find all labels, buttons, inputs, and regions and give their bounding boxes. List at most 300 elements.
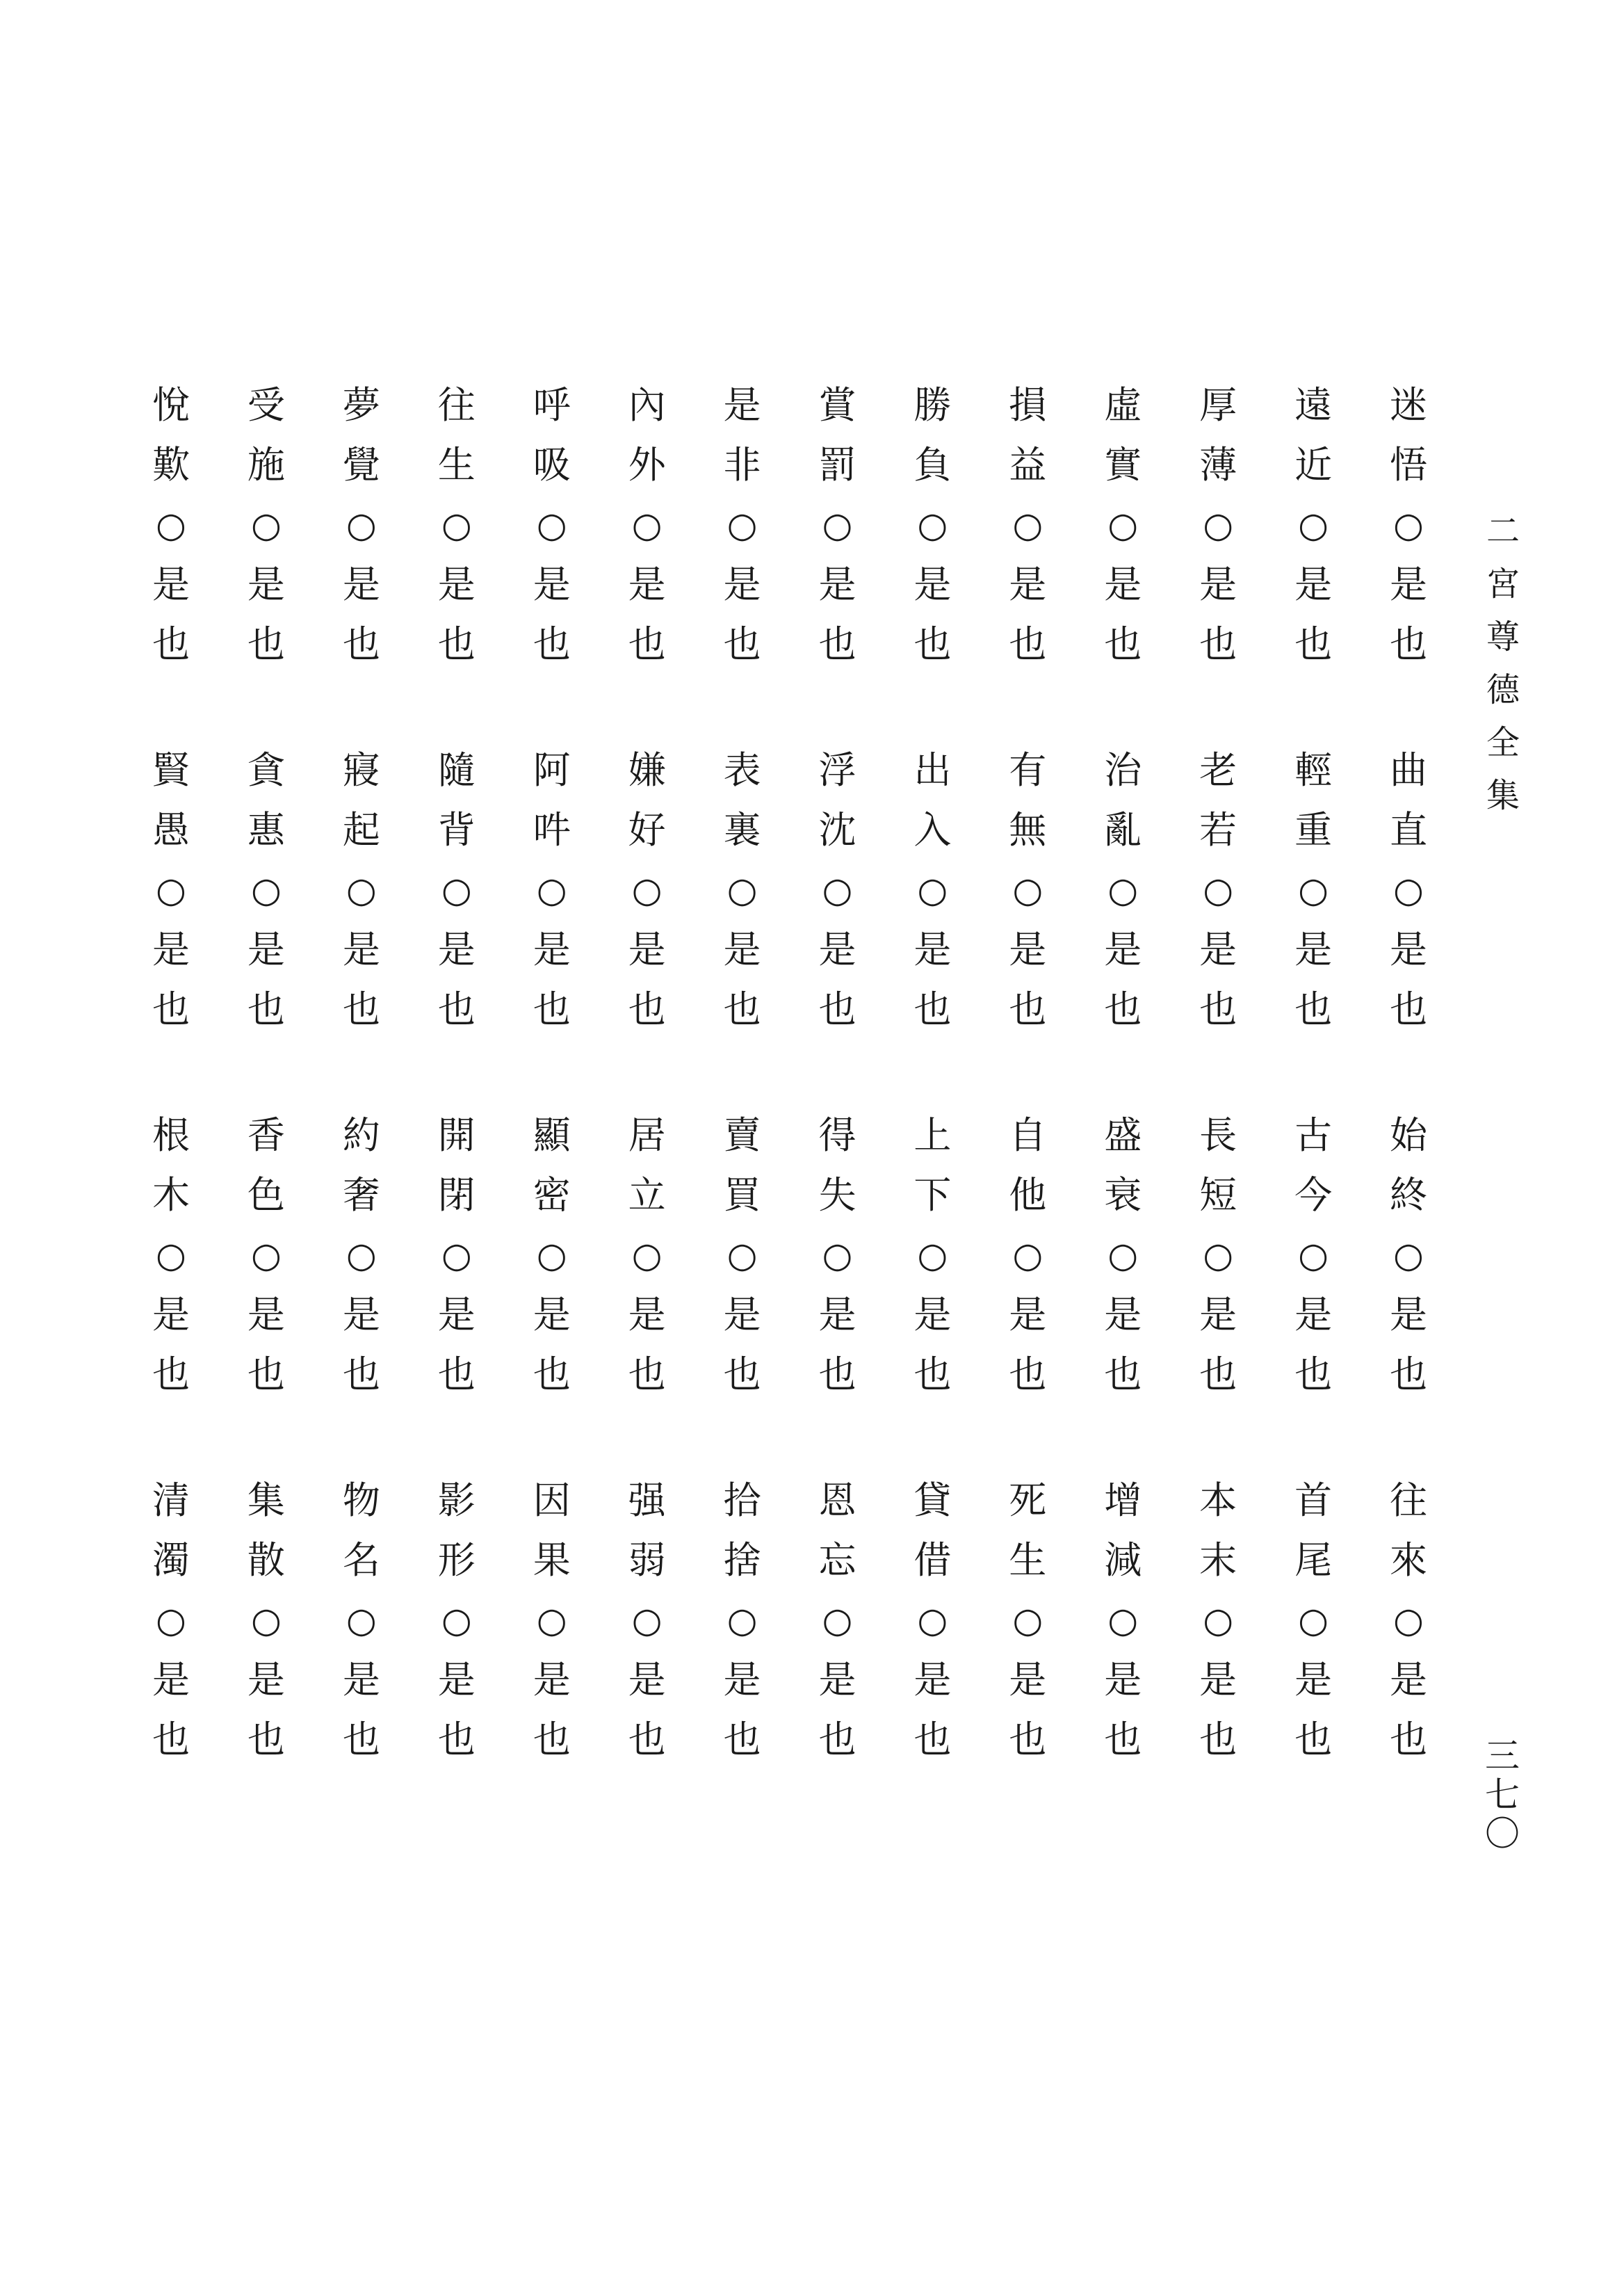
suffix-char: 也 — [1389, 987, 1427, 1031]
circle-marker: ○ — [251, 1235, 282, 1275]
term-column — [1176, 376, 1260, 709]
term-char: 益 — [1009, 443, 1047, 487]
circle-marker: ○ — [536, 505, 567, 545]
term-char: 短 — [1199, 1173, 1237, 1217]
suffix-char: 也 — [533, 1353, 571, 1396]
suffix-char: 也 — [533, 1718, 571, 1761]
suffix-char: 是 — [1199, 1658, 1237, 1702]
suffix-char: 是 — [818, 928, 856, 971]
term-char: 强 — [628, 1478, 666, 1522]
page-number — [1485, 1738, 1520, 1855]
suffix-char: 是 — [1009, 563, 1047, 606]
term-column — [606, 1471, 689, 1805]
term-column — [320, 1471, 403, 1805]
suffix-char: 是 — [1104, 1658, 1142, 1702]
circle-marker: ○ — [1203, 1235, 1233, 1275]
term-char: 自 — [1009, 1113, 1047, 1157]
suffix-char: 也 — [818, 1353, 856, 1396]
term-column — [986, 1106, 1069, 1439]
term-column — [129, 1471, 213, 1805]
suffix-char: 也 — [1104, 1353, 1142, 1396]
circle-marker: ○ — [1012, 870, 1044, 910]
suffix-char: 也 — [247, 987, 285, 1031]
suffix-char: 是 — [247, 563, 285, 606]
suffix-char: 是 — [1104, 928, 1142, 971]
term-char: 浮 — [818, 748, 856, 792]
circle-marker: ○ — [1012, 505, 1044, 545]
term-char: 損 — [1009, 383, 1047, 427]
suffix-char: 是 — [723, 563, 761, 606]
suffix-char: 也 — [1294, 1353, 1333, 1396]
term-char: 覺 — [342, 443, 380, 487]
suffix-char: 是 — [533, 1293, 571, 1337]
suffix-char: 是 — [914, 928, 952, 971]
suffix-char: 是 — [1009, 1293, 1047, 1337]
term-char: 吸 — [533, 443, 571, 487]
term-char: 顯 — [533, 1113, 571, 1157]
suffix-char: 是 — [437, 1658, 476, 1702]
suffix-char: 也 — [437, 1353, 476, 1396]
term-char: 清 — [152, 1478, 190, 1522]
term-char: 好 — [628, 808, 666, 852]
circle-marker: ○ — [346, 870, 377, 910]
term-char: 借 — [914, 1538, 952, 1582]
suffix-char: 是 — [914, 563, 952, 606]
term-char: 末 — [1199, 1538, 1237, 1582]
term-char: 迷 — [1389, 383, 1427, 427]
circle-marker: ○ — [631, 1600, 663, 1640]
suffix-char: 也 — [1199, 1718, 1237, 1761]
term-char: 閉 — [437, 1173, 476, 1217]
term-char: 受 — [247, 383, 285, 427]
term-char: 厚 — [1199, 383, 1237, 427]
circle-marker: ○ — [726, 1235, 758, 1275]
suffix-char: 是 — [1199, 563, 1237, 606]
term-char: 他 — [1009, 1173, 1047, 1217]
suffix-char: 是 — [533, 563, 571, 606]
term-column — [795, 376, 879, 709]
term-char: 名 — [342, 1538, 380, 1582]
term-char: 施 — [247, 443, 285, 487]
term-column — [606, 1106, 689, 1439]
term-char: 減 — [1104, 1538, 1142, 1582]
circle-marker: ○ — [156, 1600, 186, 1640]
term-char: 寢 — [342, 748, 380, 792]
suffix-char: 是 — [437, 928, 476, 971]
running-head-char: 全 — [1486, 723, 1520, 762]
running-head-char: 尊 — [1486, 618, 1520, 656]
circle-marker: ○ — [441, 1235, 472, 1275]
circle-marker: ○ — [1393, 1600, 1424, 1640]
term-char: 惠 — [247, 808, 285, 852]
circle-marker: ○ — [346, 1235, 377, 1275]
term-char: 集 — [247, 1478, 285, 1522]
circle-marker: ○ — [441, 1600, 472, 1640]
suffix-char: 也 — [247, 1353, 285, 1396]
term-char: 濁 — [152, 1538, 190, 1582]
suffix-char: 也 — [1009, 622, 1047, 666]
term-char: 外 — [628, 443, 666, 487]
suffix-char: 也 — [1009, 987, 1047, 1031]
circle-marker: ○ — [1298, 1235, 1329, 1275]
term-char: 賢 — [152, 748, 190, 792]
circle-marker: ○ — [536, 870, 567, 910]
circle-marker: ○ — [822, 870, 853, 910]
circle-marker: ○ — [1393, 870, 1424, 910]
term-char: 貸 — [914, 1478, 952, 1522]
term-char: 開 — [437, 1113, 476, 1157]
suffix-char: 是 — [342, 928, 380, 971]
circle-marker: ○ — [156, 870, 186, 910]
term-char: 勝 — [914, 383, 952, 427]
term-column — [891, 376, 974, 709]
circle-marker: ○ — [1012, 1600, 1044, 1640]
term-column — [1081, 1471, 1164, 1805]
term-column — [701, 1471, 784, 1805]
suffix-char: 是 — [628, 563, 666, 606]
running-head-char: 德 — [1486, 670, 1520, 709]
term-column — [795, 1106, 879, 1439]
term-column — [1272, 741, 1355, 1074]
suffix-char: 是 — [533, 928, 571, 971]
suffix-char: 是 — [152, 928, 190, 971]
suffix-char: 是 — [628, 928, 666, 971]
term-char: 長 — [1199, 1113, 1237, 1157]
term-column — [415, 741, 498, 1074]
term-char: 沈 — [818, 808, 856, 852]
term-char: 悟 — [1389, 443, 1427, 487]
term-column — [891, 741, 974, 1074]
suffix-char: 是 — [1199, 928, 1237, 971]
suffix-char: 也 — [723, 1353, 761, 1396]
term-char: 是 — [723, 383, 761, 427]
circle-marker: ○ — [156, 505, 186, 545]
circle-marker: ○ — [1393, 1235, 1424, 1275]
circle-marker: ○ — [917, 1235, 948, 1275]
term-char: 根 — [152, 1113, 190, 1157]
term-char: 輕 — [1294, 748, 1333, 792]
running-head-char: 宮 — [1486, 565, 1520, 604]
suffix-char: 是 — [723, 1658, 761, 1702]
circle-marker: ○ — [1203, 505, 1233, 545]
suffix-char: 也 — [342, 987, 380, 1031]
term-column — [1081, 741, 1164, 1074]
term-char: 裏 — [723, 808, 761, 852]
term-column — [1081, 1106, 1164, 1439]
suffix-char: 是 — [628, 1293, 666, 1337]
term-char: 直 — [1389, 808, 1427, 852]
circle-marker: ○ — [1107, 870, 1139, 910]
suffix-char: 也 — [152, 622, 190, 666]
suffix-char: 也 — [1104, 622, 1142, 666]
suffix-char: 也 — [628, 622, 666, 666]
term-column — [1367, 1106, 1450, 1439]
suffix-char: 也 — [1199, 1353, 1237, 1396]
suffix-char: 是 — [152, 563, 190, 606]
circle-marker: ○ — [1393, 505, 1424, 545]
term-char: 近 — [1294, 443, 1333, 487]
term-char: 表 — [723, 748, 761, 792]
suffix-char: 也 — [914, 1353, 952, 1396]
term-column — [606, 741, 689, 1074]
suffix-char: 也 — [1389, 1718, 1427, 1761]
suffix-char: 也 — [152, 1353, 190, 1396]
circle-marker: ○ — [1298, 505, 1329, 545]
term-char: 負 — [914, 443, 952, 487]
term-char: 弱 — [628, 1538, 666, 1582]
term-column — [795, 741, 879, 1074]
suffix-char: 也 — [342, 622, 380, 666]
suffix-char: 是 — [342, 1293, 380, 1337]
suffix-char: 也 — [1294, 987, 1333, 1031]
suffix-char: 是 — [342, 1658, 380, 1702]
suffix-char: 是 — [818, 1658, 856, 1702]
term-char: 來 — [1389, 1538, 1427, 1582]
circle-marker: ○ — [822, 1235, 853, 1275]
entry-block — [129, 1106, 1450, 1439]
suffix-char: 也 — [1294, 1718, 1333, 1761]
suffix-char: 是 — [533, 1658, 571, 1702]
suffix-char: 是 — [914, 1658, 952, 1702]
term-char: 隨 — [437, 748, 476, 792]
term-char: 買 — [723, 1173, 761, 1217]
suffix-char: 是 — [1294, 928, 1333, 971]
term-char: 罰 — [818, 443, 856, 487]
page-number-char: 三 — [1485, 1736, 1520, 1776]
term-column — [1176, 1106, 1260, 1439]
term-column — [1176, 741, 1260, 1074]
circle-marker: ○ — [917, 870, 948, 910]
suffix-char: 也 — [628, 1353, 666, 1396]
suffix-char: 是 — [247, 1658, 285, 1702]
entry-block — [129, 741, 1450, 1074]
suffix-char: 是 — [1199, 1293, 1237, 1337]
suffix-char: 也 — [723, 987, 761, 1031]
term-column — [1367, 741, 1450, 1074]
term-char: 物 — [342, 1478, 380, 1522]
suffix-char: 也 — [1389, 1353, 1427, 1396]
term-char: 往 — [437, 383, 476, 427]
suffix-char: 也 — [437, 987, 476, 1031]
term-char: 內 — [628, 383, 666, 427]
circle-marker: ○ — [726, 505, 758, 545]
term-column — [606, 376, 689, 709]
suffix-char: 也 — [1009, 1718, 1047, 1761]
term-column — [891, 1471, 974, 1805]
term-char: 生 — [1009, 1538, 1047, 1582]
suffix-char: 也 — [342, 1718, 380, 1761]
term-char: 往 — [1389, 1478, 1427, 1522]
circle-marker: ○ — [917, 1600, 948, 1640]
suffix-char: 也 — [1199, 622, 1237, 666]
circle-marker: ○ — [1012, 1235, 1044, 1275]
term-column — [129, 1106, 213, 1439]
suffix-char: 也 — [1104, 1718, 1142, 1761]
term-char: 居 — [628, 1113, 666, 1157]
term-column — [986, 741, 1069, 1074]
term-column — [1367, 1471, 1450, 1805]
suffix-char: 也 — [437, 622, 476, 666]
term-column — [415, 1471, 498, 1805]
term-char: 賣 — [723, 1113, 761, 1157]
term-column — [1272, 1471, 1355, 1805]
suffix-char: 是 — [1294, 1293, 1333, 1337]
circle-marker: ○ — [917, 505, 948, 545]
term-char: 出 — [914, 748, 952, 792]
suffix-char: 也 — [533, 987, 571, 1031]
term-char: 非 — [723, 443, 761, 487]
term-char: 貪 — [247, 748, 285, 792]
term-char: 約 — [342, 1113, 380, 1157]
term-column — [225, 1106, 308, 1439]
term-char: 盛 — [1104, 1113, 1142, 1157]
suffix-char: 是 — [1389, 1293, 1427, 1337]
term-char: 忘 — [818, 1538, 856, 1582]
term-column — [1176, 1471, 1260, 1805]
circle-marker: ○ — [441, 505, 472, 545]
term-column — [891, 1106, 974, 1439]
term-char: 今 — [1294, 1173, 1333, 1217]
circle-marker: ○ — [1298, 870, 1329, 910]
circle-marker: ○ — [1107, 1235, 1139, 1275]
suffix-char: 是 — [1104, 563, 1142, 606]
page-number-char: 〇 — [1485, 1814, 1520, 1854]
term-char: 悅 — [152, 383, 190, 427]
term-column — [510, 1471, 594, 1805]
term-column — [510, 376, 594, 709]
term-char: 曲 — [1389, 748, 1427, 792]
term-char: 得 — [818, 1113, 856, 1157]
circle-marker: ○ — [251, 870, 282, 910]
term-column — [510, 741, 594, 1074]
term-char: 失 — [818, 1173, 856, 1217]
circle-marker: ○ — [822, 505, 853, 545]
term-char: 果 — [533, 1538, 571, 1582]
suffix-char: 是 — [818, 563, 856, 606]
suffix-char: 是 — [1389, 928, 1427, 971]
circle-marker: ○ — [822, 1600, 853, 1640]
term-char: 有 — [1009, 748, 1047, 792]
term-char: 影 — [437, 1478, 476, 1522]
term-column — [415, 376, 498, 709]
suffix-char: 也 — [152, 1718, 190, 1761]
suffix-char: 也 — [628, 987, 666, 1031]
term-char: 虛 — [1104, 383, 1142, 427]
suffix-char: 是 — [437, 563, 476, 606]
running-head-char: 集 — [1486, 776, 1520, 815]
term-char: 上 — [914, 1113, 952, 1157]
suffix-char: 也 — [533, 622, 571, 666]
term-char: 生 — [437, 443, 476, 487]
term-column — [415, 1106, 498, 1439]
term-char: 嫌 — [628, 748, 666, 792]
suffix-char: 也 — [437, 1718, 476, 1761]
suffix-char: 也 — [247, 1718, 285, 1761]
term-char: 治 — [1104, 748, 1142, 792]
term-char: 實 — [1104, 443, 1142, 487]
circle-marker: ○ — [1107, 1600, 1139, 1640]
term-char: 首 — [1294, 1478, 1333, 1522]
term-char: 捨 — [723, 1538, 761, 1582]
circle-marker: ○ — [631, 1235, 663, 1275]
term-column — [1367, 376, 1450, 709]
term-column — [129, 376, 213, 709]
suffix-char: 是 — [437, 1293, 476, 1337]
term-char: 老 — [1199, 748, 1237, 792]
circle-marker: ○ — [441, 870, 472, 910]
suffix-char: 是 — [723, 928, 761, 971]
term-column — [225, 1471, 308, 1805]
term-char: 恩 — [818, 1478, 856, 1522]
term-char: 吽 — [533, 808, 571, 852]
term-char: 無 — [1009, 808, 1047, 852]
term-char: 遠 — [1294, 383, 1333, 427]
circle-marker: ○ — [536, 1600, 567, 1640]
circle-marker: ○ — [631, 505, 663, 545]
term-column — [320, 1106, 403, 1439]
entry-block — [129, 1471, 1450, 1805]
term-char: 增 — [1104, 1478, 1142, 1522]
term-char: 立 — [628, 1173, 666, 1217]
term-char: 重 — [1294, 808, 1333, 852]
running-head — [1486, 512, 1520, 832]
term-char: 死 — [1009, 1478, 1047, 1522]
suffix-char: 是 — [628, 1658, 666, 1702]
circle-marker: ○ — [1298, 1600, 1329, 1640]
term-column — [701, 1106, 784, 1439]
term-char: 薄 — [1199, 443, 1237, 487]
suffix-char: 也 — [1104, 987, 1142, 1031]
suffix-char: 是 — [1294, 563, 1333, 606]
suffix-char: 也 — [1009, 1353, 1047, 1396]
circle-marker: ○ — [1107, 505, 1139, 545]
suffix-char: 也 — [914, 1718, 952, 1761]
circle-marker: ○ — [726, 870, 758, 910]
suffix-char: 是 — [342, 563, 380, 606]
suffix-char: 也 — [723, 1718, 761, 1761]
term-char: 本 — [1199, 1478, 1237, 1522]
term-column — [510, 1106, 594, 1439]
term-char: 尾 — [1294, 1538, 1333, 1582]
term-char: 散 — [247, 1538, 285, 1582]
suffix-char: 是 — [1389, 563, 1427, 606]
page-number-char: 七 — [1485, 1775, 1520, 1815]
suffix-char: 是 — [247, 928, 285, 971]
suffix-char: 也 — [342, 1353, 380, 1396]
suffix-char: 也 — [818, 987, 856, 1031]
suffix-char: 也 — [914, 622, 952, 666]
circle-marker: ○ — [1203, 870, 1233, 910]
term-char: 形 — [437, 1538, 476, 1582]
circle-marker: ○ — [156, 1235, 186, 1275]
circle-marker: ○ — [346, 505, 377, 545]
term-char: 色 — [247, 1173, 285, 1217]
term-column — [129, 741, 213, 1074]
term-column — [986, 1471, 1069, 1805]
term-column — [701, 376, 784, 709]
term-char: 木 — [152, 1173, 190, 1217]
suffix-char: 是 — [247, 1293, 285, 1337]
suffix-char: 是 — [818, 1293, 856, 1337]
term-column — [320, 741, 403, 1074]
term-char: 賞 — [818, 383, 856, 427]
circle-marker: ○ — [536, 1235, 567, 1275]
suffix-char: 是 — [1009, 1658, 1047, 1702]
suffix-char: 是 — [152, 1293, 190, 1337]
term-char: 拾 — [723, 1478, 761, 1522]
term-char: 亂 — [1104, 808, 1142, 852]
suffix-char: 也 — [152, 987, 190, 1031]
